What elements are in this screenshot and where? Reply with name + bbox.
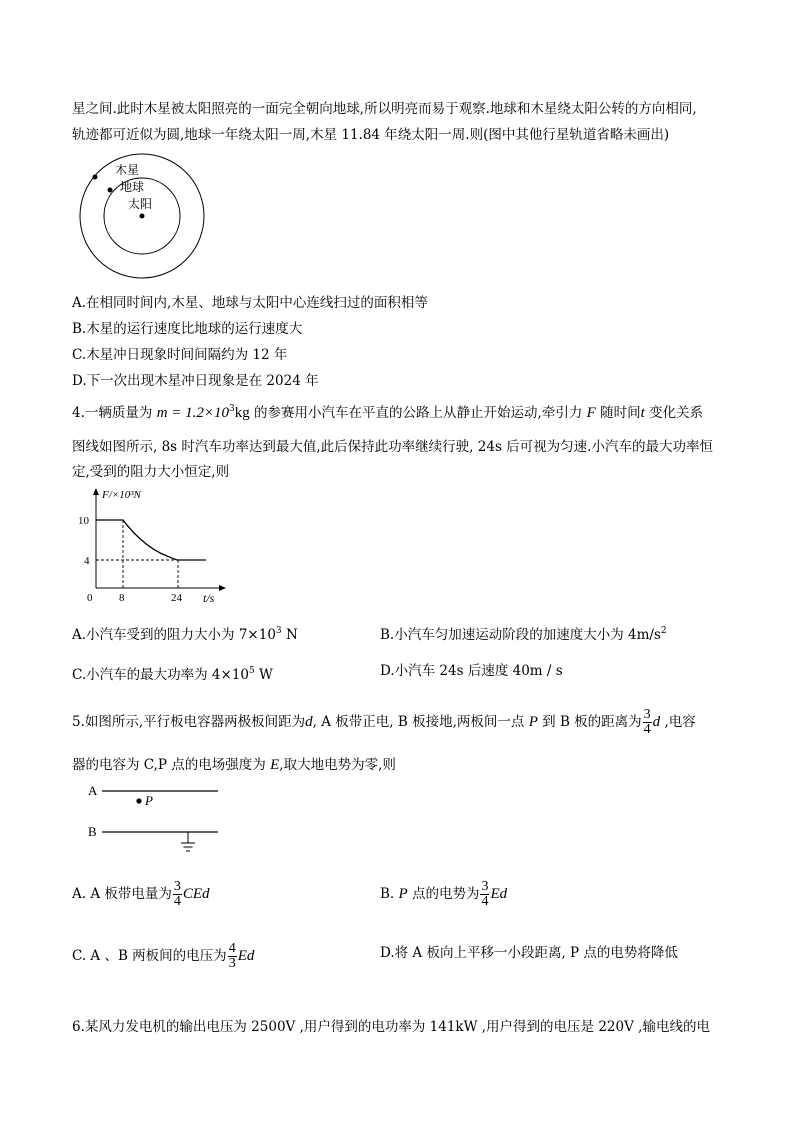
sun-label: 太阳 xyxy=(128,197,153,211)
q3-option-d: D.下一次出现木星冲日现象是在 2024 年 xyxy=(72,373,319,389)
intro-line-2: 轨迹都可近似为圆,地球一年绕太阳一周,木星 11.84 年绕太阳一周.则(图中其他行星轨道省略未画出) xyxy=(72,127,670,143)
q4-stem-line-3: 定,受到的阻力大小恒定,则 xyxy=(72,464,230,480)
y-axis-arrow xyxy=(93,488,99,495)
q5-option-d: D.将 A 板向上平移一小段距离, P 点的电势将降低 xyxy=(380,945,678,961)
q5-options-row-2 xyxy=(72,942,724,971)
q6-stem-line-1: 6.某风力发电机的输出电压为 2500V ,用户得到的电功率为 141kW ,用户得到的电压是 220V ,输电线的电 xyxy=(72,1019,710,1035)
orbit-figure xyxy=(78,150,208,285)
q4-option-d: D.小汽车 24s 后速度 40m / s xyxy=(380,663,563,679)
q4-options-row-1 xyxy=(72,620,724,646)
x-axis-label: t/s xyxy=(203,591,215,605)
x-axis-arrow xyxy=(219,585,226,591)
origin-label: 0 xyxy=(87,592,93,604)
x-tick-8: 8 xyxy=(119,592,125,604)
x-tick-24: 24 xyxy=(171,592,182,604)
q5-option-c: C. A 、B 两板间的电压为 $\frac{4}{3}$ Ed xyxy=(72,941,255,971)
q5-option-a: A. A 板带电量为 $\frac{3}{4}$ CEd xyxy=(72,879,210,909)
q4-stem-line-1: 4.一辆质量为 $m = 1.2\times 10^3kg$ 的参赛用小汽车在平直的公路上从静止开始运动,牵引力 F 随时间t 变化关系 xyxy=(72,404,704,421)
q4-option-c: C.小汽车的最大功率为 $4\times 10^5$ W xyxy=(72,666,273,683)
intro-line-1: 星之间.此时木星被太阳照亮的一面完全朝向地球,所以明亮而易于观察.地球和木星绕太阳公转的方向相同, xyxy=(72,101,697,117)
jupiter-dot xyxy=(93,175,98,180)
q3-option-c: C.木星冲日现象时间间隔约为 12 年 xyxy=(72,347,288,363)
point-p-dot xyxy=(136,798,141,803)
q3-option-a: A.在相同时间内,木星、地球与太阳中心连线扫过的面积相等 xyxy=(72,295,428,311)
y-tick-4: 4 xyxy=(84,555,90,567)
force-time-graph xyxy=(72,486,232,606)
y-axis-label: F/×10³N xyxy=(102,489,141,501)
q4-options-row-2 xyxy=(72,660,724,686)
q5-stem-line-2: 器的电容为 C,P 点的电场强度为 E,取大地电势为零,则 xyxy=(72,757,396,773)
q4-stem-line-2: 图线如图所示, 8s 时汽车功率达到最大值,此后保持此功率继续行驶, 24s 后可视为匀速.小汽车的最大功率恒 xyxy=(72,439,713,455)
sun-dot xyxy=(140,214,145,219)
capacitor-figure xyxy=(84,780,224,860)
q4-option-b: B.小汽车匀加速运动阶段的加速度大小为 $4m/s^2$ xyxy=(380,626,667,643)
plate-b-label: B xyxy=(88,824,97,839)
q5-option-b: B. P 点的电势为 $\frac{3}{4}$ Ed xyxy=(380,879,508,909)
q4-option-a: A.小汽车受到的阻力大小为 $7\times 10^3$ N xyxy=(72,626,298,643)
force-curve xyxy=(96,520,206,560)
q5-stem-line-1: 5.如图所示,平行板电容器两极板间距为d, A 板带正电, B 板接地,两板间一点 P 到 B 板的距离为 $\frac{3}{4}$ d ,电容 xyxy=(72,707,696,737)
jupiter-label: 木星 xyxy=(115,163,140,177)
y-tick-10: 10 xyxy=(78,515,89,527)
earth-dot xyxy=(108,188,113,193)
fraction-3-4: $\frac{3}{4}$ xyxy=(643,707,651,737)
q3-option-b: B.木星的运行速度比地球的运行速度大 xyxy=(72,321,303,337)
point-p-label: P xyxy=(145,793,153,808)
earth-label: 地球 xyxy=(120,180,145,194)
plate-a-label: A xyxy=(88,783,98,798)
q5-options-row-1 xyxy=(72,880,724,909)
